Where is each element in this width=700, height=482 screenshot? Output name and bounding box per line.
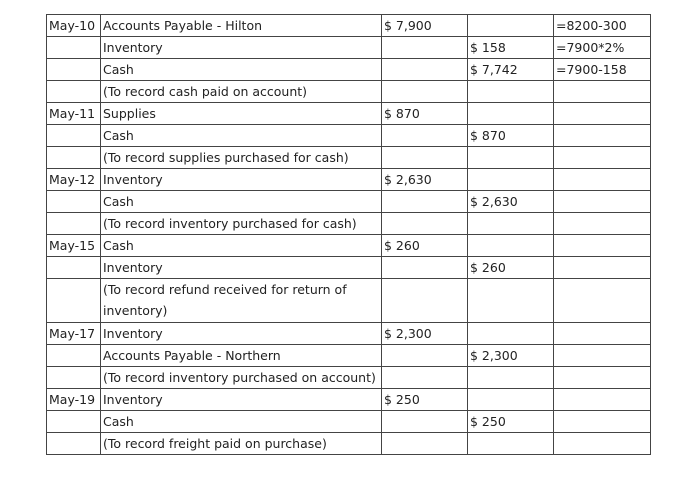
- account-description-cell: Accounts Payable - Northern: [101, 345, 382, 367]
- calculation-note-cell: [554, 191, 651, 213]
- calculation-note-cell: [554, 257, 651, 279]
- account-description-cell: (To record refund received for return of inventory): [101, 279, 382, 323]
- debit-amount-cell: [382, 367, 468, 389]
- entry-date-cell: May-10: [47, 15, 101, 37]
- journal-entry-table: [46, 14, 651, 455]
- journal-row: [47, 323, 651, 345]
- entry-date-cell: May-17: [47, 323, 101, 345]
- account-description-cell: (To record cash paid on account): [101, 81, 382, 103]
- entry-date-cell: [47, 411, 101, 433]
- account-description-cell: Cash: [101, 411, 382, 433]
- journal-row: [47, 59, 651, 81]
- account-description-cell: Cash: [101, 125, 382, 147]
- journal-row: [47, 433, 651, 455]
- account-description-cell: (To record inventory purchased for cash): [101, 213, 382, 235]
- credit-amount-cell: $ 2,300: [468, 345, 554, 367]
- entry-date-cell: [47, 345, 101, 367]
- credit-amount-cell: $ 2,630: [468, 191, 554, 213]
- entry-date-cell: [47, 257, 101, 279]
- account-description-cell: Cash: [101, 59, 382, 81]
- journal-row: [47, 147, 651, 169]
- entry-date-cell: [47, 279, 101, 323]
- entry-date-cell: [47, 367, 101, 389]
- journal-row: [47, 235, 651, 257]
- credit-amount-cell: $ 250: [468, 411, 554, 433]
- calculation-note-cell: =7900-158: [554, 59, 651, 81]
- debit-amount-cell: [382, 345, 468, 367]
- debit-amount-cell: $ 7,900: [382, 15, 468, 37]
- debit-amount-cell: $ 2,630: [382, 169, 468, 191]
- credit-amount-cell: [468, 389, 554, 411]
- debit-amount-cell: [382, 125, 468, 147]
- account-description-cell: Accounts Payable - Hilton: [101, 15, 382, 37]
- debit-amount-cell: [382, 147, 468, 169]
- journal-row: [47, 213, 651, 235]
- calculation-note-cell: [554, 81, 651, 103]
- credit-amount-cell: [468, 323, 554, 345]
- journal-row: [47, 411, 651, 433]
- journal-row: [47, 169, 651, 191]
- journal-row: [47, 37, 651, 59]
- account-description-cell: Inventory: [101, 37, 382, 59]
- account-description-cell: (To record freight paid on purchase): [101, 433, 382, 455]
- debit-amount-cell: [382, 59, 468, 81]
- journal-row: [47, 191, 651, 213]
- account-description-cell: Inventory: [101, 323, 382, 345]
- debit-amount-cell: $ 260: [382, 235, 468, 257]
- journal-entry-body: [47, 15, 651, 455]
- credit-amount-cell: $ 260: [468, 257, 554, 279]
- journal-row: [47, 367, 651, 389]
- calculation-note-cell: [554, 411, 651, 433]
- calculation-note-cell: =8200-300: [554, 15, 651, 37]
- journal-row: [47, 389, 651, 411]
- debit-amount-cell: [382, 37, 468, 59]
- journal-row: [47, 125, 651, 147]
- calculation-note-cell: [554, 125, 651, 147]
- account-description-cell: Inventory: [101, 169, 382, 191]
- debit-amount-cell: [382, 257, 468, 279]
- credit-amount-cell: [468, 15, 554, 37]
- credit-amount-cell: $ 7,742: [468, 59, 554, 81]
- credit-amount-cell: $ 870: [468, 125, 554, 147]
- debit-amount-cell: [382, 279, 468, 323]
- entry-date-cell: [47, 81, 101, 103]
- entry-date-cell: [47, 59, 101, 81]
- credit-amount-cell: [468, 169, 554, 191]
- account-description-cell: (To record inventory purchased on account): [101, 367, 382, 389]
- debit-amount-cell: [382, 433, 468, 455]
- entry-date-cell: [47, 213, 101, 235]
- account-description-cell: Supplies: [101, 103, 382, 125]
- journal-row: [47, 103, 651, 125]
- credit-amount-cell: $ 158: [468, 37, 554, 59]
- entry-date-cell: [47, 433, 101, 455]
- calculation-note-cell: [554, 169, 651, 191]
- account-description-cell: Inventory: [101, 257, 382, 279]
- calculation-note-cell: [554, 213, 651, 235]
- journal-row: [47, 81, 651, 103]
- credit-amount-cell: [468, 103, 554, 125]
- calculation-note-cell: [554, 433, 651, 455]
- credit-amount-cell: [468, 433, 554, 455]
- calculation-note-cell: [554, 345, 651, 367]
- calculation-note-cell: [554, 323, 651, 345]
- entry-date-cell: [47, 191, 101, 213]
- calculation-note-cell: [554, 235, 651, 257]
- credit-amount-cell: [468, 367, 554, 389]
- debit-amount-cell: [382, 411, 468, 433]
- journal-row: [47, 345, 651, 367]
- account-description-cell: Cash: [101, 191, 382, 213]
- entry-date-cell: [47, 147, 101, 169]
- calculation-note-cell: [554, 279, 651, 323]
- calculation-note-cell: [554, 103, 651, 125]
- debit-amount-cell: $ 2,300: [382, 323, 468, 345]
- credit-amount-cell: [468, 213, 554, 235]
- entry-date-cell: May-19: [47, 389, 101, 411]
- entry-date-cell: [47, 37, 101, 59]
- calculation-note-cell: =7900*2%: [554, 37, 651, 59]
- entry-date-cell: May-11: [47, 103, 101, 125]
- entry-date-cell: [47, 125, 101, 147]
- debit-amount-cell: [382, 81, 468, 103]
- entry-date-cell: May-12: [47, 169, 101, 191]
- calculation-note-cell: [554, 389, 651, 411]
- credit-amount-cell: [468, 279, 554, 323]
- credit-amount-cell: [468, 147, 554, 169]
- account-description-cell: Cash: [101, 235, 382, 257]
- account-description-cell: Inventory: [101, 389, 382, 411]
- debit-amount-cell: $ 250: [382, 389, 468, 411]
- credit-amount-cell: [468, 81, 554, 103]
- calculation-note-cell: [554, 147, 651, 169]
- debit-amount-cell: [382, 213, 468, 235]
- calculation-note-cell: [554, 367, 651, 389]
- journal-row: [47, 279, 651, 323]
- credit-amount-cell: [468, 235, 554, 257]
- entry-date-cell: May-15: [47, 235, 101, 257]
- account-description-cell: (To record supplies purchased for cash): [101, 147, 382, 169]
- debit-amount-cell: [382, 191, 468, 213]
- journal-row: [47, 257, 651, 279]
- journal-row: [47, 15, 651, 37]
- debit-amount-cell: $ 870: [382, 103, 468, 125]
